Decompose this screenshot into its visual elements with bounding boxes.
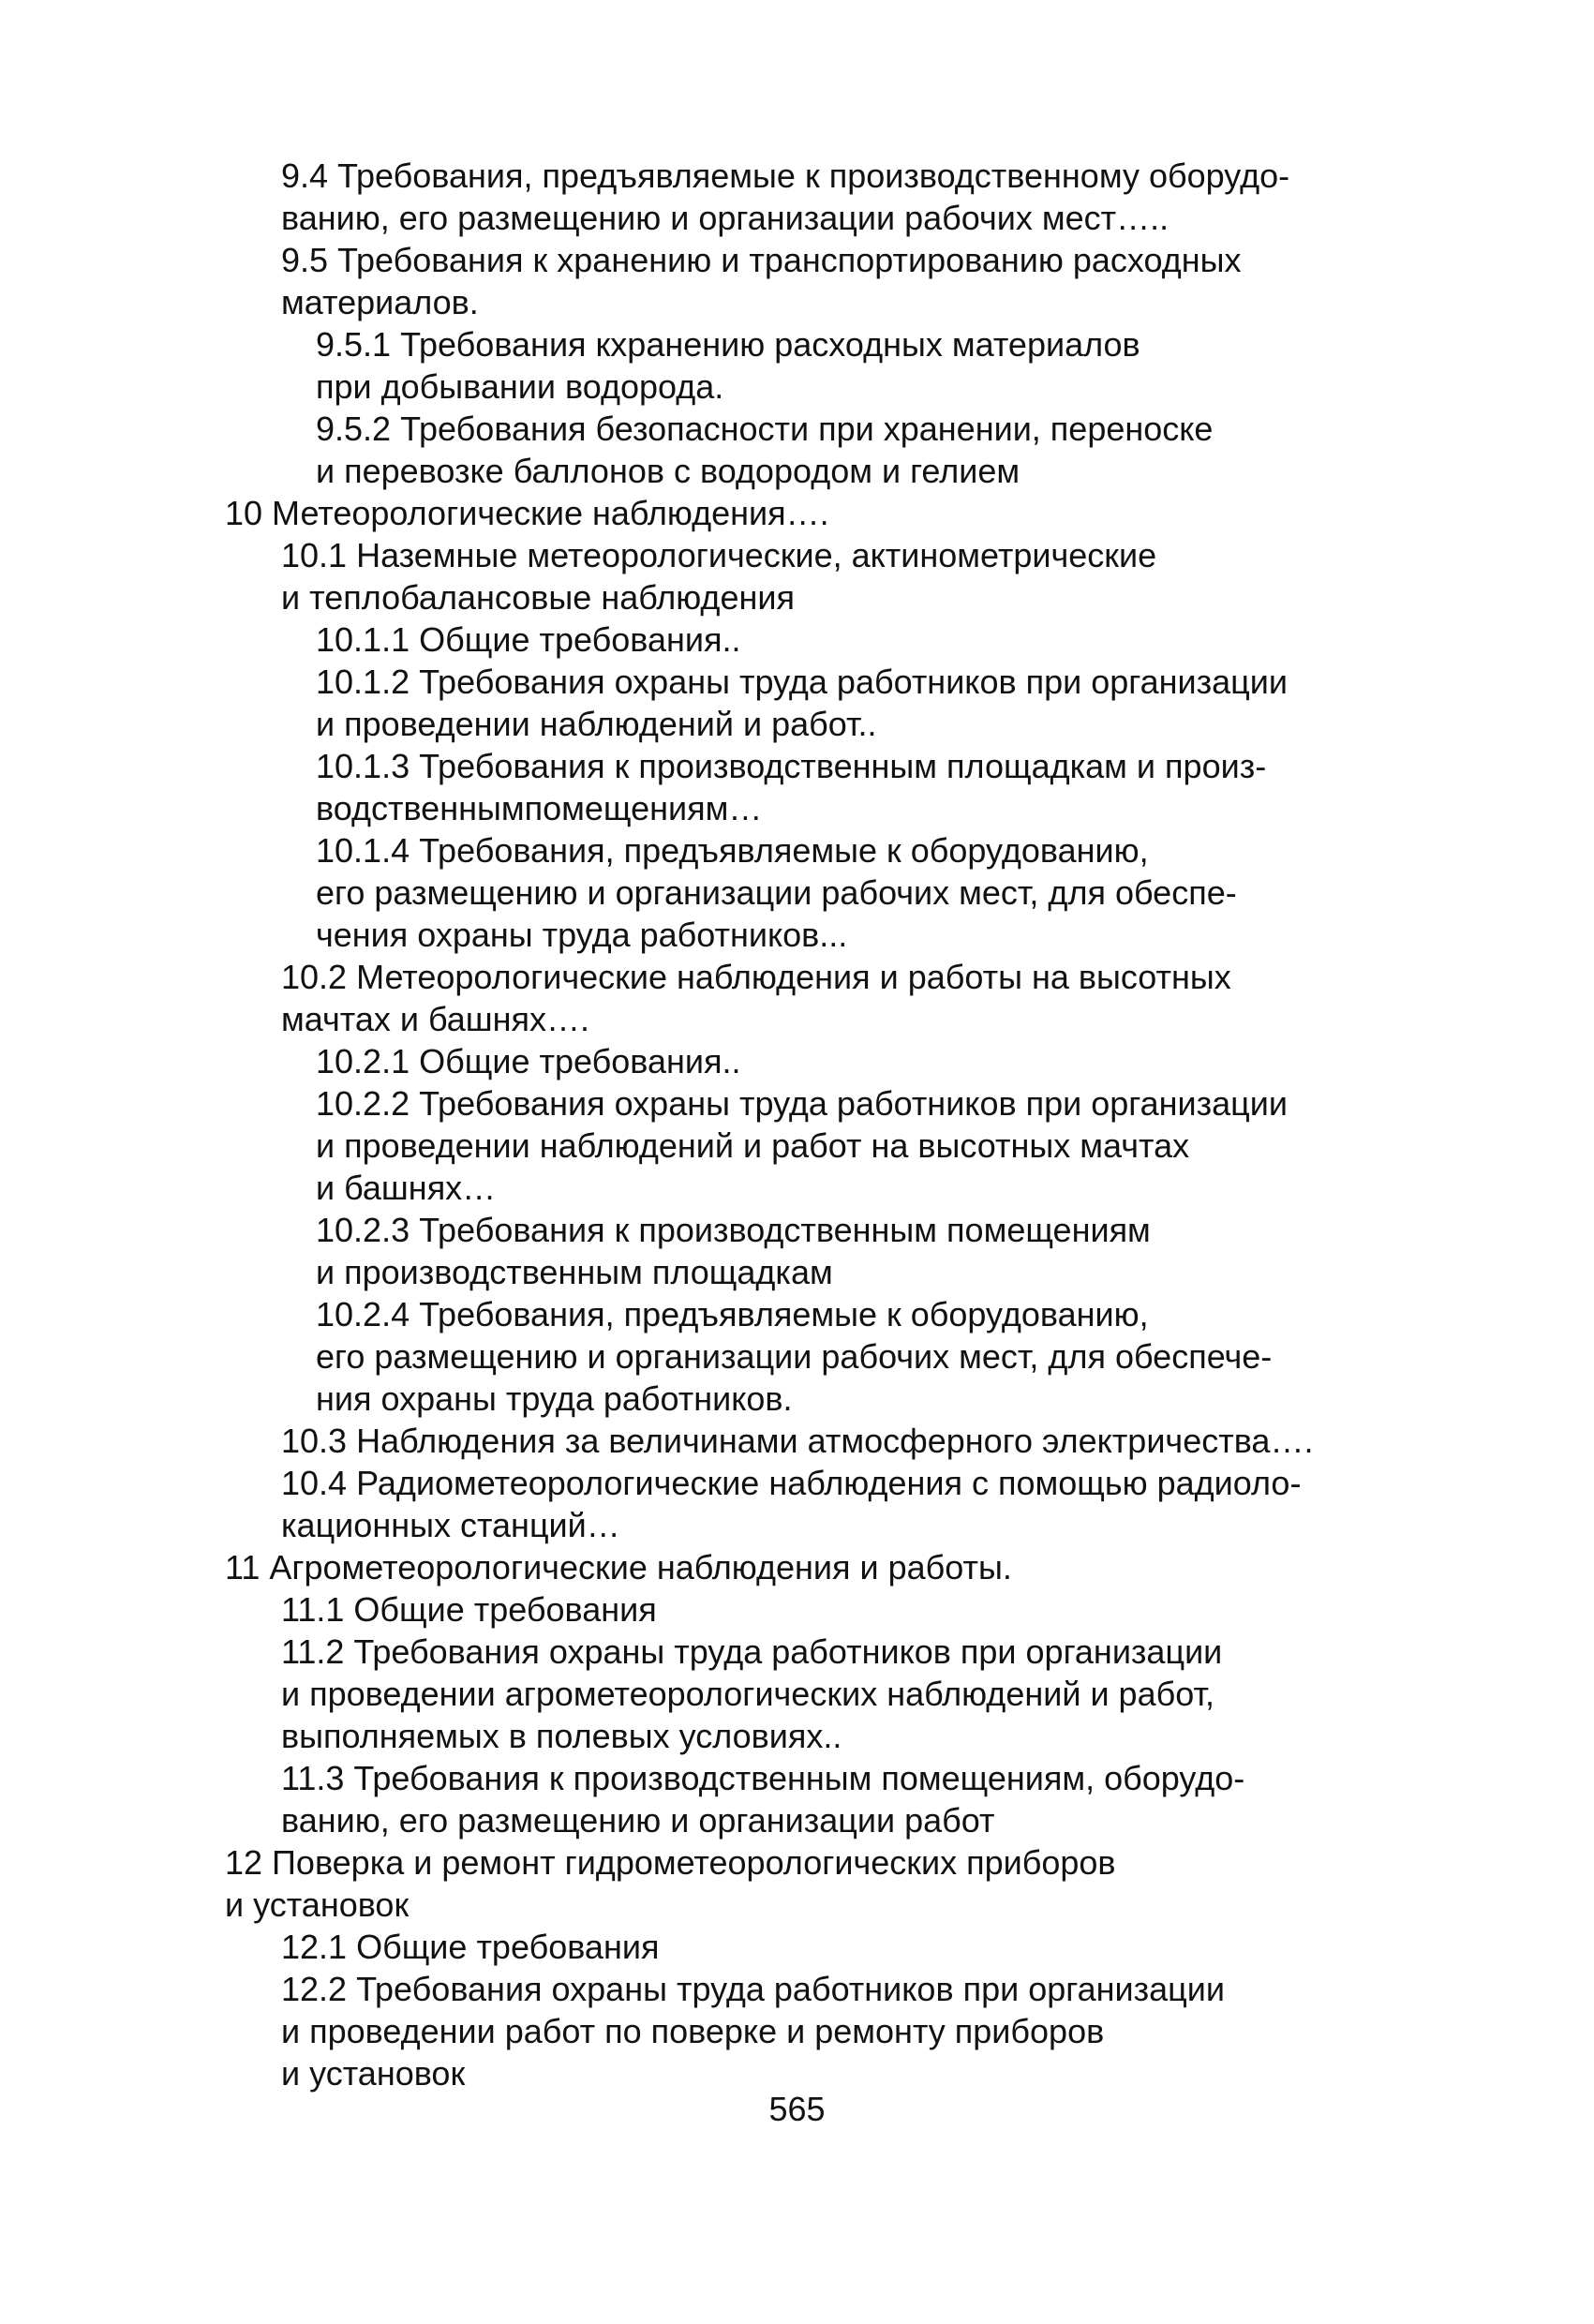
toc-entry-line: выполняемых в полевых условиях.. bbox=[281, 1717, 842, 1755]
toc-entry bbox=[0, 1968, 1594, 2094]
toc-entry-line: 10.2 Метеорологические наблюдения и работы на высотных bbox=[281, 958, 1231, 996]
toc-entry-line: его размещению и организации рабочих мест, для обеспе- bbox=[316, 873, 1237, 912]
toc-entry-line: 10.1 Наземные метеорологические, актинометрические bbox=[281, 536, 1157, 574]
toc-entry-line: водственнымпомещениям… bbox=[316, 789, 763, 827]
toc-entry-line: 12.1 Общие требования bbox=[281, 1928, 660, 1966]
toc-entry bbox=[0, 1040, 1594, 1082]
toc-entry-line: его размещению и организации рабочих мест, для обеспече- bbox=[316, 1337, 1273, 1376]
toc-entry-line: 9.4 Требования, предъявляемые к производственному оборудо- bbox=[281, 156, 1290, 195]
toc-entry-line: 10.1.2 Требования охраны труда работников при организации bbox=[316, 663, 1288, 701]
toc-entry bbox=[0, 1462, 1594, 1546]
toc-entry bbox=[0, 534, 1594, 618]
toc-entry-line: 10.2.3 Требования к производственным помещениям bbox=[316, 1211, 1151, 1249]
toc-entry-line: 10 Метеорологические наблюдения…. bbox=[225, 494, 829, 532]
toc-entry-line: 11.2 Требования охраны труда работников при организации bbox=[281, 1632, 1223, 1671]
toc-entry-line: 9.5.2 Требования безопасности при хранении, переноске bbox=[316, 410, 1214, 448]
toc-entry-line: при добывании водорода. bbox=[316, 367, 724, 406]
toc-entry-line: и проведении агрометеорологических наблюдений и работ, bbox=[281, 1675, 1214, 1713]
toc-entry bbox=[0, 1293, 1594, 1420]
toc-entry-line: 9.5 Требования к хранению и транспортированию расходных bbox=[281, 241, 1242, 279]
toc-entry-line: мачтах и башнях…. bbox=[281, 1000, 590, 1038]
page-number: 565 bbox=[768, 2090, 826, 2128]
toc-entry-line: и установок bbox=[281, 2054, 466, 2093]
toc-entry bbox=[0, 661, 1594, 745]
toc-entry-line: и проведении работ по поверке и ремонту приборов bbox=[281, 2012, 1105, 2050]
toc-entry bbox=[0, 618, 1594, 661]
toc-entry-line: 10.2.1 Общие требования.. bbox=[316, 1042, 741, 1080]
toc-entry bbox=[0, 323, 1594, 408]
toc-entry bbox=[0, 1841, 1594, 1926]
toc-entry-line: 11.3 Требования к производственным помещениям, оборудо- bbox=[281, 1759, 1245, 1797]
toc-entry bbox=[0, 745, 1594, 829]
toc-entry bbox=[0, 492, 1594, 534]
toc-entry bbox=[0, 1209, 1594, 1293]
toc-entry-line: и проведении наблюдений и работ на высотных мачтах bbox=[316, 1126, 1190, 1165]
toc-entry-line: 10.2.2 Требования охраны труда работников при организации bbox=[316, 1084, 1288, 1123]
toc-entry bbox=[0, 1757, 1594, 1841]
toc-entry-line: 12.2 Требования охраны труда работников при организации bbox=[281, 1970, 1225, 2008]
toc-entry bbox=[0, 239, 1594, 323]
toc-entry bbox=[0, 1082, 1594, 1209]
toc-entry-line: чения охраны труда работников... bbox=[316, 916, 848, 954]
toc-entry-line: и теплобалансовые наблюдения bbox=[281, 578, 795, 617]
toc-entry bbox=[0, 1420, 1594, 1462]
toc-entry-line: 9.5.1 Требования кхранению расходных материалов bbox=[316, 325, 1140, 364]
toc-entry-line: и установок bbox=[225, 1885, 410, 1924]
toc-entry-line: 11 Агрометеорологические наблюдения и работы. bbox=[225, 1548, 1012, 1587]
toc-entry bbox=[0, 1631, 1594, 1757]
toc-entry bbox=[0, 956, 1594, 1040]
toc-entry-line: 10.4 Радиометеорологические наблюдения с помощью радиоло- bbox=[281, 1464, 1302, 1502]
toc-entry-line: 10.3 Наблюдения за величинами атмосферного электричества…. bbox=[281, 1422, 1314, 1460]
toc-entry-line: ванию, его размещению и организации работ bbox=[281, 1801, 995, 1840]
toc-entry-line: 10.1.4 Требования, предъявляемые к оборудованию, bbox=[316, 831, 1149, 870]
toc-entry bbox=[0, 408, 1594, 492]
toc-entry bbox=[0, 1546, 1594, 1588]
toc-entry-line: и проведении наблюдений и работ.. bbox=[316, 705, 877, 743]
toc-entry-line: и производственным площадкам bbox=[316, 1253, 833, 1291]
toc-entry-line: ванию, его размещению и организации рабочих мест….. bbox=[281, 199, 1169, 237]
toc-entry-line: и башнях… bbox=[316, 1169, 497, 1207]
toc-entry-line: 10.2.4 Требования, предъявляемые к оборудованию, bbox=[316, 1295, 1149, 1333]
toc-entry bbox=[0, 155, 1594, 239]
toc-entry bbox=[0, 1926, 1594, 1968]
toc-entry bbox=[0, 1588, 1594, 1631]
toc-entry-line: кационных станций… bbox=[281, 1506, 620, 1544]
toc-entry-line: ния охраны труда работников. bbox=[316, 1379, 793, 1418]
toc-entry bbox=[0, 829, 1594, 956]
toc-entry-line: 10.1.1 Общие требования.. bbox=[316, 620, 741, 659]
toc-entry-line: 10.1.3 Требования к производственным площадкам и произ- bbox=[316, 747, 1267, 785]
toc-entry-line: и перевозке баллонов с водородом и гелием bbox=[316, 452, 1020, 490]
toc-entry-line: 12 Поверка и ремонт гидрометеорологических приборов bbox=[225, 1843, 1116, 1882]
toc-entry-line: 11.1 Общие требования bbox=[281, 1590, 657, 1629]
toc-entry-line: материалов. bbox=[281, 283, 479, 321]
table-of-contents bbox=[0, 155, 1594, 2094]
